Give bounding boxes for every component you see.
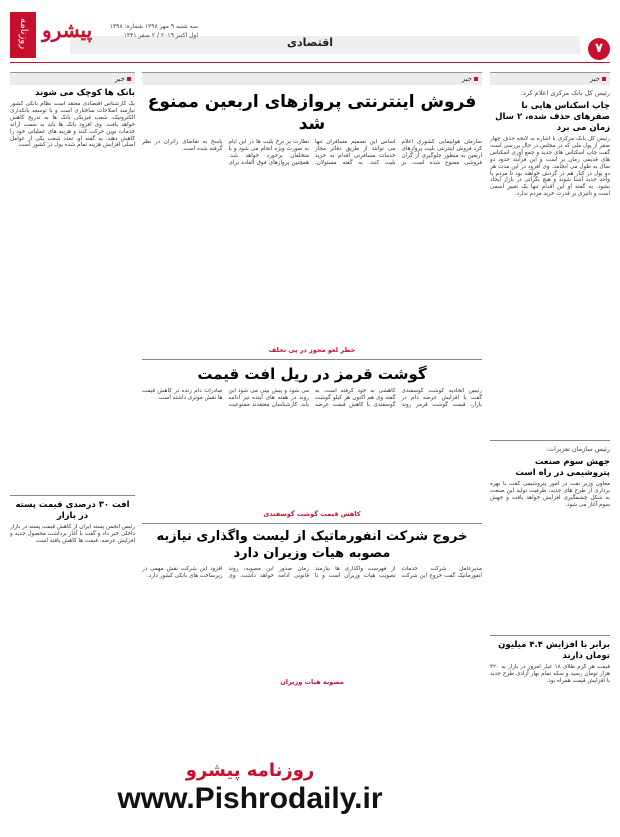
red-subheading: مصوبه هیات وزیران [280,678,344,686]
news-label-bar [490,72,610,85]
issue-info [108,22,198,40]
news-label-bar [10,72,135,85]
divider [10,495,135,496]
news-label: خبر [589,75,600,83]
red-subheading: خطر لغو مجوز در پی تخلف [268,346,356,354]
divider [490,440,610,441]
informatics-article-body: مدیرعامل شرکت خدمات انفورماتیک گفت خروج این شرکت از فهرست واگذاری ها نیازمند تصویب هیات وزیران است و تا زمان صدور این مصوبه، روند قانونی ادامه خواهد داشت. وی افزود این شرکت نقش مهمی در زیرساخت های بانکی کشور دارد. [142,566,482,579]
bullet-icon [602,77,606,81]
bullet-icon [474,77,478,81]
right-column [490,72,610,784]
left-column [10,72,135,674]
red-subheading: کاهش قیمت گوشت گوسفندی [263,510,361,518]
article-headline: چاپ اسکناس هایی با صفرهای حذف شده، ۲ سال زمان می برد [495,101,610,133]
article-headline: برابر با افزایش ۴.۴ میلیون تومان دارند [498,640,610,661]
divider [142,523,482,524]
main-article-body: سازمان هواپیمایی کشوری اعلام کرد فروش اینترنتی بلیت پروازهای اربعین به منظور جلوگیری از گران فروشی ممنوع شده است. بر اساس این تصمیم مسافران تنها می توانند از طریق دفاتر مجاز خدمات مسافرتی اقدام به خرید بلیت کنند. به گفته مسئولان، نظارت بر نرخ بلیت ها در این ایام به صورت ویژه انجام می شود و با متخلفان برخورد خواهد شد. همچنین پروازهای فوق العاده برای پاسخ به تقاضای زائران در نظر گرفته شده است. [142,139,482,166]
footer-newspaper-name: روزنامه پیشرو [185,760,315,781]
informatics-headline: خروج شرکت انفورماتیک از لیست واگذاری نیازبه مصوبه هیات وزیران دارد [156,529,468,561]
issue-line-1: سه شنبه ۹ مهر ۱۳۹۸ شماره: ۱۳۹۸ [109,23,198,30]
news-label-bar [142,72,482,85]
footer-url[interactable]: www.Pishrodaily.ir [117,782,383,815]
article-headline: بانک ها کوچک می شوند [35,88,135,98]
article-body: معاون وزیر نفت در امور پتروشیمی گفت با بهره برداری از طرح های جدید، ظرفیت تولید این صنعت به شکل چشمگیری افزایش خواهد یافت و جهش سوم آغاز می شود. [490,481,610,508]
meat-headline: گوشت قرمز در ریل افت قیمت [197,365,427,383]
divider [490,635,610,636]
meat-article-body: رئیس اتحادیه گوشت گوسفندی گفت با افزایش عرضه دام در بازار، قیمت گوشت قرمز روند کاهشی به خود گرفته است. به گفته وی هم اکنون هر کیلو گوشت گوسفندی با کاهش قیمت عرضه می شود و پیش بینی می شود این روند در هفته های آینده نیز ادامه یابد. کارشناسان معتقدند ممنوعیت صادرات دام زنده در کاهش قیمت ها نقش موثری داشته است. [142,388,482,408]
main-headline: فروش اینترنتی پروازهای اربعین ممنوع شد [147,92,477,134]
logo-tag: روزنامه [18,18,29,50]
article-kicker: رئیس سازمان تعزیرات: [545,445,610,453]
article-body: رئیس انجمن پسته ایران از کاهش قیمت پسته در بازار داخلی خبر داد و گفت با آغاز برداشت محصول جدید و افزایش عرضه، قیمت ها کاهش یافته است. [10,524,135,544]
page-header [0,0,620,64]
news-label: خبر [461,75,472,83]
article-kicker: رئیس کل بانک مرکزی اعلام کرد: [520,89,610,97]
bullet-icon [127,77,131,81]
news-label: خبر [114,75,125,83]
header-rule [10,62,610,63]
divider [142,359,482,360]
brand-logo: پیشرو [42,18,93,42]
article-body: یک کارشناس اقتصادی معتقد است نظام بانکی کشور نیازمند اصلاحات ساختاری است و با توسعه بانکداری الکترونیک، شعب فیزیکی بانک ها به تدریج کاهش خواهد یافت. وی افزود بانک ها باید به سمت ارائه خدمات نوین حرکت کنند و هزینه های عملیاتی خود را کاهش دهند. به گفته او، تعدد شعب یکی از عوامل اصلی افزایش هزینه تمام شده پول در کشور است. [10,101,135,149]
section-title: اقتصادی [286,36,334,49]
article-body: قیمت هر گرم طلای ۱۸ عیار امروز در بازار به ۴۲۰ هزار تومان رسید و سکه تمام بهار آزادی طرح جدید با افزایش قیمت همراه بود. [490,664,610,684]
article-headline: افت ۳۰ درصدی قیمت پسته در بازار [15,500,130,521]
page-number: ۷ [588,38,610,60]
issue-line-2: اول اکتبر ۲۰۱۹ / ۲ صفر ۱۴۴۱ [123,32,198,39]
article-headline: جهش سوم صنعت پتروشیمی در راه است [515,457,610,478]
article-body: رئیس کل بانک مرکزی با اشاره به لایحه حذف چهار صفر از پول ملی که در مجلس در حال بررسی است گفت چاپ اسکناس های جدید و جمع آوری اسکناس های قدیمی زمان بر است و این فرآیند حدود دو سال به طول می انجامد. وی افزود در این مدت هر دو پول در کنار هم در گردش خواهند بود تا مردم با واحد جدید آشنا شوند و هیچ نگرانی در بازار ایجاد نشود. به گفته او این اقدام تنها یک تغییر اسمی است و تاثیری بر قدرت خرید مردم ندارد. [490,136,610,198]
center-column [142,72,482,689]
